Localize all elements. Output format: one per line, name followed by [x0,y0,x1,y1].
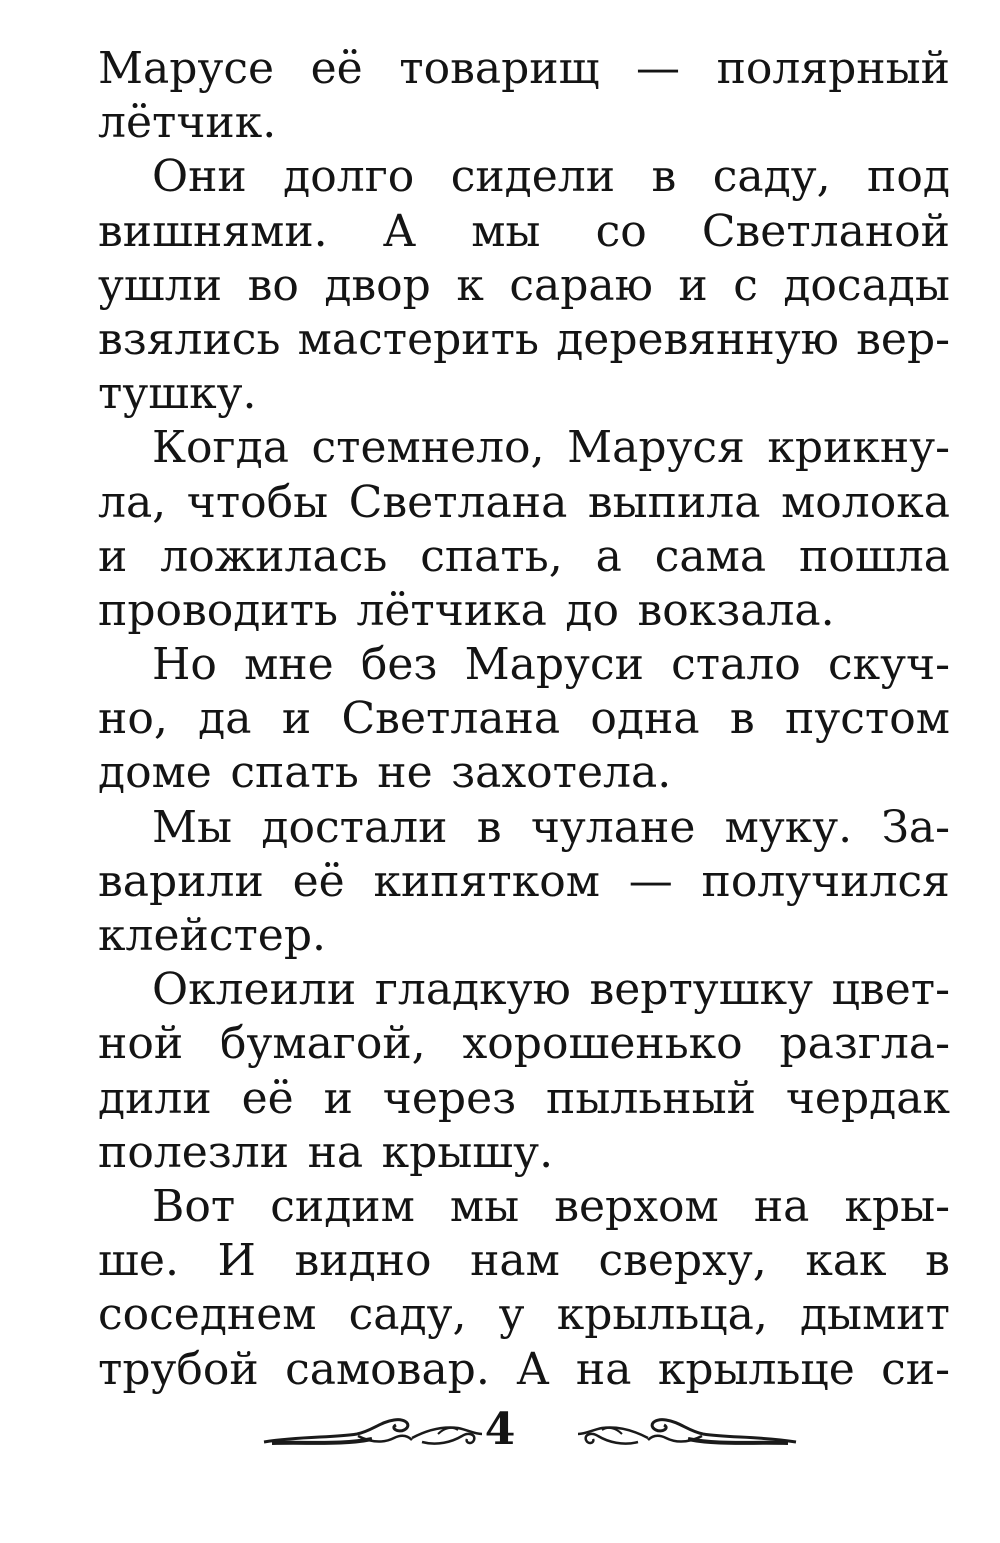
word: ложилась [160,530,388,582]
text-line [98,530,950,584]
text-line [98,150,950,204]
word: захотела. [451,747,672,799]
word: лётчик. [98,97,277,149]
word: крикну- [767,422,950,474]
text-line [98,476,950,530]
word: муку. [724,801,853,853]
word: пустом [785,693,950,745]
word: под [867,151,950,203]
word: варили [98,855,264,907]
word: без [360,639,438,691]
word: кипятком [373,855,600,907]
text-line [98,692,950,746]
paragraph [98,421,950,638]
word: самовар. [285,1343,490,1395]
word: крыльце [657,1343,855,1395]
word: её [310,43,363,94]
word: пошла [799,530,950,582]
text-line [98,205,950,259]
word: достали [261,801,448,853]
word: на [753,1180,810,1232]
text-line [98,1180,950,1234]
word: Марусе [98,43,275,94]
text-line [98,1343,950,1397]
word: у [498,1289,525,1341]
word: деревянную [556,313,839,365]
word: лётчика [356,584,547,636]
word: долго [283,151,415,203]
word: полярный [716,43,950,94]
word: да [198,693,252,745]
word: во [247,259,299,311]
word: Светлана [348,476,568,528]
word: — [636,43,681,94]
word: выпила [587,476,761,528]
word: стало [671,639,801,691]
word: нам [470,1235,560,1287]
word: вертушку [589,964,813,1016]
word: доме [98,747,212,799]
word: через [382,1072,517,1124]
word: скуч- [828,639,950,691]
word: на [575,1343,632,1395]
word: Светланой [701,205,950,257]
paragraph [98,638,950,801]
word: и [281,693,312,745]
word: клейстер. [98,910,326,961]
word: в [476,801,502,853]
word: взялись [98,313,281,365]
text-line [98,1072,950,1126]
word: пыльный [546,1072,756,1124]
word: саду, [712,151,831,203]
word: бумагой, [219,1018,426,1070]
word: — [628,855,673,907]
word: дымит [799,1289,950,1341]
text-line [98,259,950,313]
word: в [925,1235,950,1287]
text-line [98,96,950,150]
word: спать [230,747,359,799]
text-line [98,638,950,692]
word: сама [654,530,767,582]
word: Маруся [567,422,745,474]
word: А [516,1343,550,1395]
word: цвет- [831,964,950,1016]
word: ушли [98,259,223,311]
word: молока [781,476,950,528]
word: не [377,747,433,799]
word: на [307,1126,364,1178]
word: с [733,259,758,311]
word: саду, [348,1289,467,1341]
word: до [565,584,619,636]
text-line [98,584,950,638]
word: её [292,855,345,907]
word: крыльца, [556,1289,768,1341]
word: Мы [152,801,233,853]
word: Маруси [464,639,644,691]
paragraph [98,963,950,1180]
word: стемнело, [311,422,545,474]
word: и [678,259,708,311]
story-text [98,42,950,1397]
text-line [98,313,950,367]
word: спать, [420,530,563,582]
word: мастерить [297,313,539,365]
word: а [595,530,622,582]
word: вокзала. [637,584,835,636]
word: вер- [856,313,950,365]
word: дили [98,1072,212,1124]
word: проводить [98,584,338,636]
word: чулане [530,801,696,853]
word: си- [881,1343,950,1395]
word: мне [244,639,334,691]
paragraph [98,150,950,421]
word: её [241,1072,294,1124]
word: сверху, [598,1235,767,1287]
word: Оклеили [152,964,357,1016]
flourish-right-icon [566,1412,798,1452]
word: А [382,205,417,257]
word: одна [590,693,700,745]
word: За- [881,801,950,853]
paragraph [98,801,950,964]
text-line [98,909,950,963]
text-line [98,1234,950,1288]
text-line [98,367,950,421]
word: но, [98,693,168,745]
word: сидим [270,1180,415,1232]
word: кры- [844,1180,950,1232]
text-line [98,42,950,96]
text-line [98,1126,950,1180]
word: как [805,1235,887,1287]
word: Вот [152,1180,236,1232]
paragraph [98,1180,950,1397]
word: мы [471,205,541,257]
text-line [98,855,950,909]
word: хорошенько [462,1018,743,1070]
paragraph [98,42,950,150]
word: ной [98,1018,184,1070]
page-footer [0,1398,1000,1478]
word: И [217,1235,256,1287]
word: Но [152,639,217,691]
word: мы [449,1180,520,1232]
page-number: 4 [484,1404,516,1455]
word: видно [294,1235,432,1287]
word: тушку. [98,368,257,420]
word: гладкую [374,964,571,1016]
text-line [98,421,950,475]
word: чтобы [186,476,329,528]
word: чердак [785,1072,950,1124]
word: со [595,205,647,257]
word: товарищ [399,43,600,94]
word: сидели [450,151,616,203]
word: ла, [98,476,167,528]
word: и [323,1072,353,1124]
word: крышу. [381,1126,554,1178]
word: Светлана [341,693,561,745]
text-line [98,801,950,855]
word: в [729,693,755,745]
word: досады [783,259,950,311]
word: ше. [98,1235,179,1287]
word: Когда [152,422,289,474]
word: двор [324,259,431,311]
word: и [98,530,128,582]
word: полезли [98,1126,290,1178]
word: Они [152,151,247,203]
word: сараю [509,259,653,311]
word: соседнем [98,1289,317,1341]
word: верхом [554,1180,719,1232]
word: трубой [98,1343,259,1395]
word: к [456,259,484,311]
text-line [98,1017,950,1071]
text-line [98,746,950,800]
text-line [98,1288,950,1342]
text-line [98,963,950,1017]
word: вишнями. [98,205,328,257]
word: получился [701,855,950,907]
word: разгла- [779,1018,950,1070]
word: в [651,151,677,203]
